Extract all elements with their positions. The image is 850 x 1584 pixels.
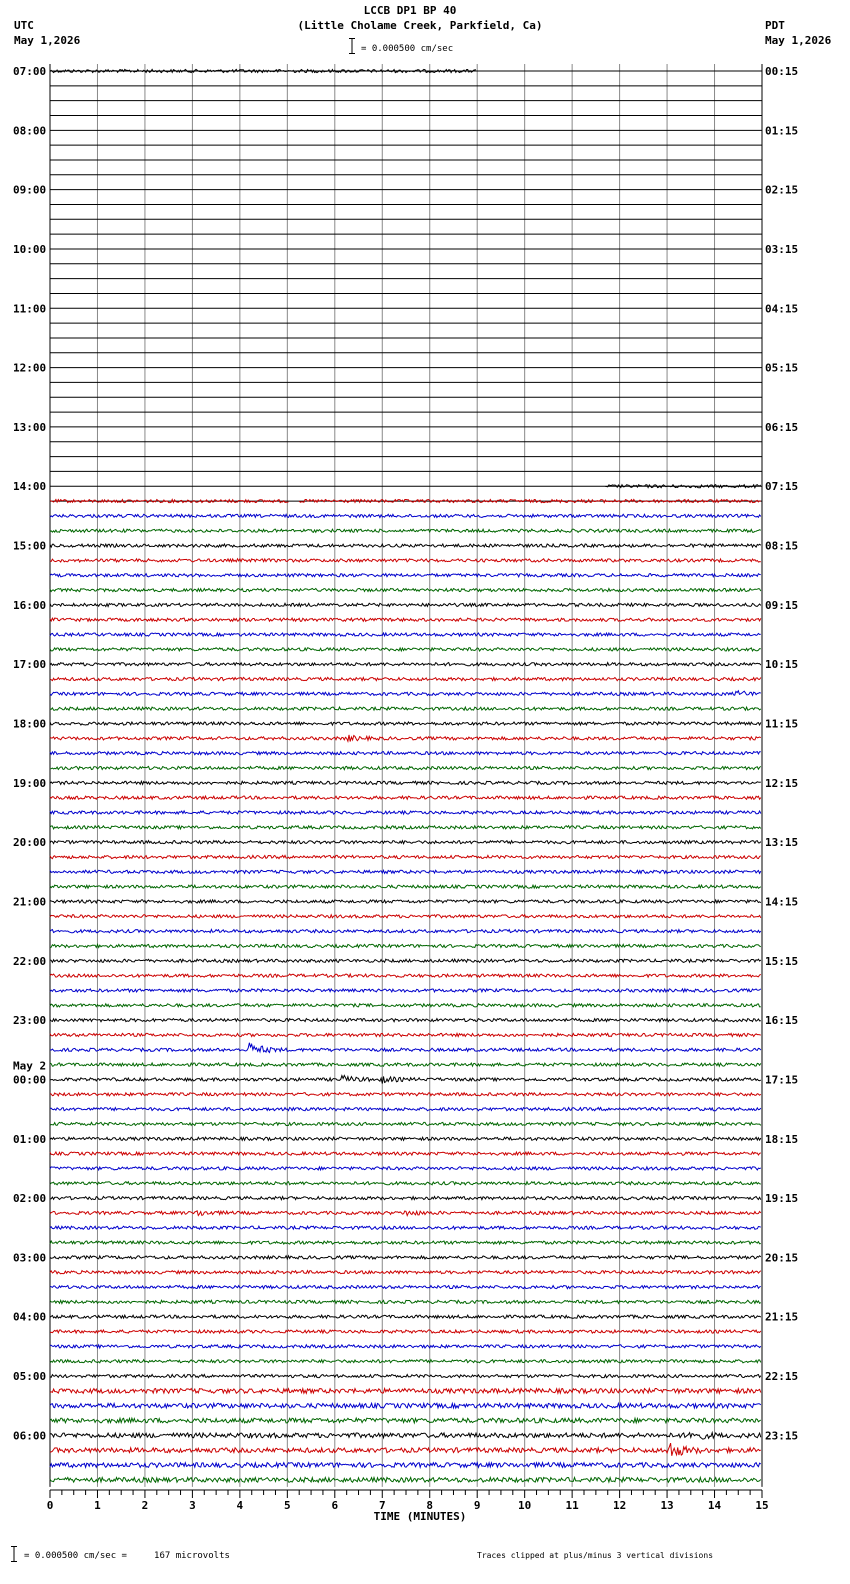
- seismic-trace: [50, 796, 761, 799]
- trace-layer: [50, 69, 761, 1482]
- axis-layer: [47, 1490, 769, 1512]
- seismic-trace: [50, 1075, 761, 1083]
- utc-hour-label: 05:00: [13, 1370, 47, 1384]
- utc-hour-label: 13:00: [13, 420, 47, 434]
- x-tick-label: 0: [46, 1499, 54, 1512]
- utc-hour-label: 12:00: [13, 361, 47, 375]
- seismic-trace: [50, 633, 761, 636]
- seismic-trace: [50, 1063, 761, 1066]
- x-tick-label: 6: [331, 1499, 339, 1512]
- x-tick-label: 4: [236, 1499, 244, 1512]
- seismic-trace: [50, 1433, 761, 1440]
- x-tick-label: 1: [94, 1499, 101, 1512]
- pdt-hour-label: 18:15: [765, 1132, 799, 1146]
- seismic-trace: [50, 735, 761, 742]
- seismic-trace: [50, 915, 761, 918]
- x-tick-label: 7: [378, 1499, 386, 1512]
- seismic-trace: [50, 781, 761, 784]
- seismic-trace: [50, 589, 761, 592]
- seismic-trace: [50, 1256, 761, 1259]
- seismic-trace: [50, 1182, 761, 1185]
- pdt-hour-label: 11:15: [765, 717, 799, 731]
- x-tick-label: 5: [284, 1499, 291, 1512]
- utc-hour-label: 11:00: [13, 302, 47, 316]
- seismic-trace: [50, 1374, 761, 1377]
- utc-date-label: May 2: [13, 1059, 47, 1073]
- x-tick-label: 13: [660, 1499, 674, 1512]
- seismic-trace: [50, 1286, 761, 1289]
- seismic-trace: [50, 989, 761, 992]
- pdt-hour-label: 06:15: [765, 420, 799, 434]
- x-tick-label: 8: [426, 1499, 434, 1512]
- x-tick-label: 14: [707, 1499, 722, 1512]
- seismic-trace: [50, 1033, 761, 1036]
- seismic-trace: [50, 544, 761, 547]
- x-tick-label: 11: [565, 1499, 579, 1512]
- seismic-trace: [50, 841, 761, 844]
- utc-hour-label: 16:00: [13, 598, 47, 612]
- pdt-hour-label: 04:15: [765, 302, 799, 316]
- seismic-trace: [50, 69, 476, 72]
- seismic-trace: [50, 1019, 761, 1022]
- utc-hour-label: 20:00: [13, 836, 47, 850]
- pdt-hour-label: 05:15: [765, 361, 799, 375]
- seismic-trace: [50, 930, 761, 933]
- seismic-trace: [50, 900, 761, 903]
- seismic-trace: [50, 722, 761, 725]
- seismic-trace: [50, 1093, 761, 1096]
- pdt-hour-label: 19:15: [765, 1192, 799, 1206]
- pdt-hour-label: 13:15: [765, 836, 799, 850]
- pdt-hour-label: 23:15: [765, 1429, 799, 1443]
- seismic-trace: [50, 885, 761, 888]
- utc-hour-label: 23:00: [13, 1014, 47, 1028]
- x-tick-label: 12: [612, 1499, 627, 1512]
- seismic-trace: [50, 1004, 761, 1007]
- utc-hour-label: 17:00: [13, 658, 47, 672]
- seismic-trace: [50, 1043, 761, 1053]
- seismic-trace: [50, 1211, 761, 1216]
- utc-hour-label: 02:00: [13, 1192, 47, 1206]
- seismic-trace: [50, 1226, 761, 1229]
- seismic-trace: [50, 648, 761, 651]
- seismic-trace: [50, 1478, 761, 1483]
- pdt-hour-label: 16:15: [765, 1014, 799, 1028]
- seismic-trace: [50, 1360, 761, 1363]
- seismic-trace: [50, 855, 761, 858]
- pdt-hour-label: 09:15: [765, 598, 799, 612]
- seismic-trace: [50, 514, 761, 517]
- pdt-hour-label: 22:15: [765, 1370, 799, 1384]
- x-tick-label: 2: [141, 1499, 149, 1512]
- utc-hour-label: 14:00: [13, 480, 47, 494]
- utc-hour-label: 18:00: [13, 717, 47, 731]
- seismic-trace: [50, 691, 761, 696]
- right-timezone: PDT: [765, 19, 785, 32]
- utc-hour-label: 06:00: [13, 1429, 47, 1443]
- seismic-trace: [50, 1122, 761, 1125]
- utc-hour-label: 03:00: [13, 1251, 47, 1265]
- seismic-trace: [50, 959, 761, 962]
- seismic-trace: [50, 974, 761, 977]
- seismic-trace: [50, 1330, 761, 1333]
- seismic-trace: [50, 1443, 761, 1456]
- seismic-trace: [50, 603, 761, 606]
- pdt-hour-label: 15:15: [765, 954, 799, 968]
- pdt-hour-label: 14:15: [765, 895, 799, 909]
- pdt-hour-label: 20:15: [765, 1251, 799, 1265]
- seismic-trace: [50, 826, 761, 829]
- seismic-trace: [50, 1389, 761, 1394]
- seismic-trace: [50, 1403, 761, 1408]
- seismic-trace: [50, 1197, 761, 1200]
- seismic-trace: [50, 574, 761, 577]
- pdt-hour-label: 01:15: [765, 124, 799, 138]
- right-date: May 1,2026: [765, 34, 832, 47]
- pdt-hour-label: 21:15: [765, 1310, 799, 1324]
- utc-hour-label: 19:00: [13, 776, 47, 790]
- seismic-trace: [50, 529, 761, 532]
- pdt-hour-label: 12:15: [765, 776, 799, 790]
- footer-scale-text: = 0.000500 cm/sec = 167 microvolts: [24, 1551, 230, 1561]
- seismic-trace: [50, 870, 761, 873]
- pdt-hour-label: 10:15: [765, 658, 799, 672]
- seismic-trace: [50, 1345, 761, 1348]
- header-scale-label: = 0.000500 cm/sec: [361, 44, 454, 54]
- pdt-hour-label: 00:15: [765, 65, 799, 78]
- utc-hour-label: 21:00: [13, 895, 47, 909]
- x-tick-label: 3: [189, 1499, 196, 1512]
- seismic-trace: [50, 1152, 761, 1155]
- left-timezone: UTC: [14, 19, 34, 32]
- utc-hour-label: 22:00: [13, 954, 47, 968]
- utc-hour-label: 08:00: [13, 124, 47, 138]
- pdt-hour-label: 17:15: [765, 1073, 799, 1087]
- x-axis-label: TIME (MINUTES): [373, 1510, 467, 1523]
- station-title: LCCB DP1 BP 40: [363, 4, 457, 17]
- x-tick-label: 15: [755, 1499, 769, 1512]
- clip-note: Traces clipped at plus/minus 3 vertical divisions: [477, 1551, 714, 1560]
- seismic-trace: [50, 1108, 761, 1111]
- seismic-trace: [50, 1300, 761, 1303]
- seismic-trace: [50, 944, 761, 947]
- seismic-trace: [50, 1137, 761, 1140]
- footer-scale-bar-icon: [11, 1546, 17, 1562]
- utc-hour-label: 04:00: [13, 1310, 47, 1324]
- seismic-trace: [50, 663, 761, 666]
- seismic-trace: [50, 811, 761, 814]
- grid-layer: [50, 64, 762, 1487]
- seismic-trace: [50, 677, 761, 680]
- utc-hour-label: 09:00: [13, 183, 47, 197]
- seismic-trace: [50, 1315, 761, 1318]
- seismic-trace: [50, 1463, 761, 1468]
- pdt-hour-label: 03:15: [765, 242, 799, 256]
- utc-hour-label: 10:00: [13, 242, 47, 256]
- seismic-trace: [50, 618, 761, 621]
- utc-hour-label: 07:00: [13, 65, 47, 78]
- x-tick-label: 10: [518, 1499, 532, 1512]
- seismic-trace: [50, 707, 761, 710]
- left-date: May 1,2026: [14, 34, 81, 47]
- seismic-trace: [50, 1167, 761, 1170]
- utc-hour-label: 01:00: [13, 1132, 47, 1146]
- utc-hour-label: 00:00: [13, 1073, 47, 1087]
- pdt-hour-label: 08:15: [765, 539, 799, 553]
- station-subtitle: (Little Cholame Creek, Parkfield, Ca): [297, 19, 543, 32]
- seismic-trace: [50, 559, 761, 562]
- seismic-trace: [50, 752, 761, 755]
- pdt-hour-label: 02:15: [765, 183, 799, 197]
- x-tick-label: 9: [473, 1499, 481, 1512]
- pdt-hour-label: 07:15: [765, 480, 799, 494]
- seismic-trace: [50, 766, 761, 769]
- seismic-trace: [50, 1418, 761, 1423]
- utc-hour-label: 15:00: [13, 539, 47, 553]
- seismic-trace: [50, 1271, 761, 1274]
- seismic-trace: [50, 1241, 761, 1244]
